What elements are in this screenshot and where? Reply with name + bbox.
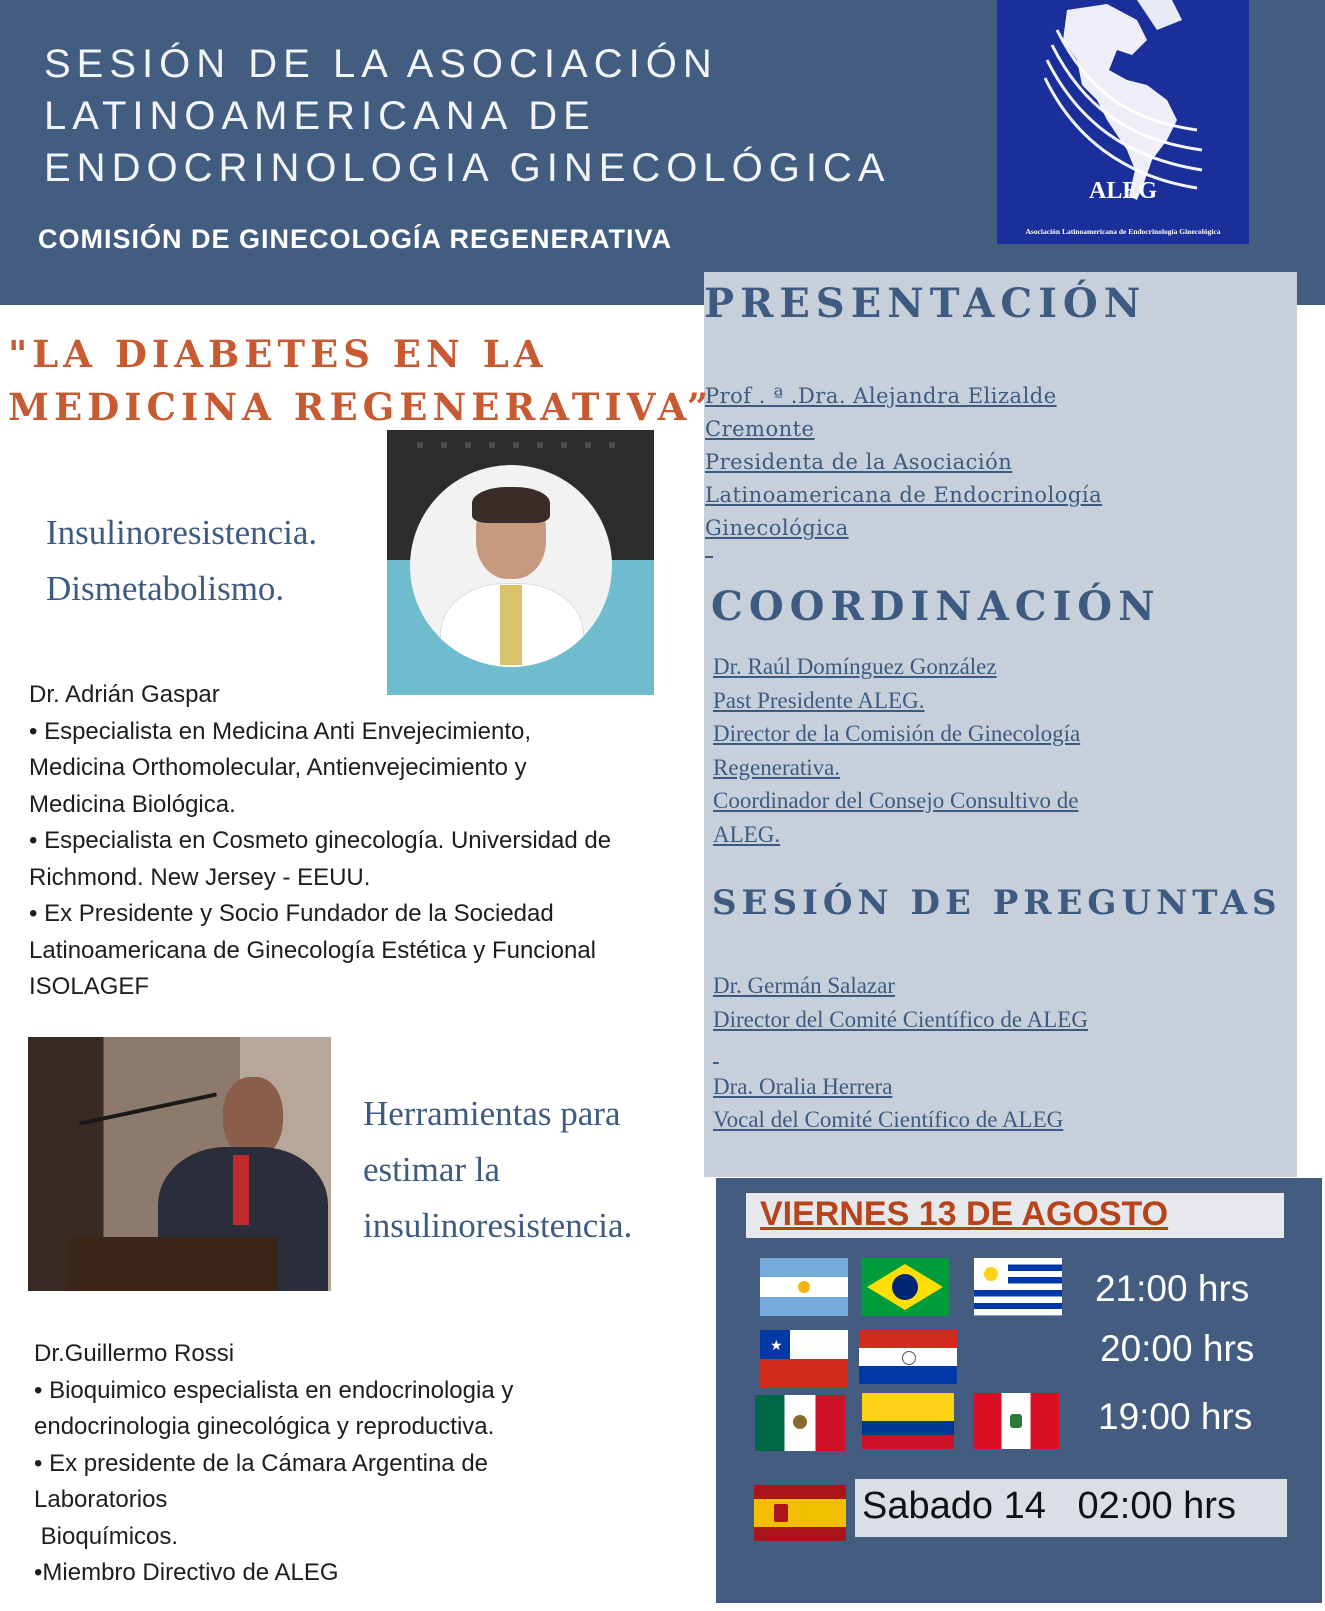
time-row-2: 20:00 hrs [1100, 1328, 1255, 1369]
speaker2-bio-line: • Ex presidente de la Cámara Argentina de [34, 1449, 489, 1477]
event-title-line-3: ENDOCRINOLOGIA GINECOLÓGICA [44, 146, 891, 190]
speaker1-bio-line: Medicina Orthomolecular, Antienvejecimiento y [29, 754, 527, 781]
coordination-heading: COORDINACIÓN [711, 583, 1161, 630]
talk-title-line-1: "LA DIABETES EN LA [8, 332, 548, 376]
logo-subtitle: Asociación Latinoamericana de Endocrinología Ginecológica [1025, 227, 1221, 236]
presentation-heading: PRESENTACIÓN [704, 280, 1147, 327]
aleg-logo [997, 0, 1249, 244]
coordination-list [713, 650, 1080, 851]
questions-line: Vocal del Comité Científico de ALEG [713, 1107, 1064, 1132]
speaker1-bio-line: • Especialista en Medicina Anti Envejecimiento, [29, 717, 531, 745]
questions-list [713, 969, 1088, 1137]
speaker2-photo [28, 1037, 331, 1291]
presentation-line: Ginecológica [705, 516, 849, 540]
speaker1-bio-line: Medicina Biológica. [29, 790, 236, 818]
speaker1-bio-line: • Ex Presidente y Socio Fundador de la Sociedad [29, 900, 554, 927]
coordination-line: Past Presidente ALEG. [713, 687, 925, 713]
presentation-line: Cremonte [705, 417, 815, 441]
speaker2-bio-line: endocrinologia ginecológica y reproductiva. [34, 1413, 495, 1440]
questions-line: Dra. Oralia Herrera [713, 1073, 893, 1099]
speaker2-topic [363, 1086, 632, 1254]
speaker1-bio-line: Latinoamericana de Ginecología Estética y Funcional [29, 936, 596, 964]
speaker2-bio-line: Dr.Guillermo Rossi [34, 1340, 235, 1367]
speaker2-topic-line: estimar la [363, 1150, 501, 1189]
speaker2-bio-line: Laboratorios [34, 1486, 168, 1513]
questions-line: Dr. Germán Salazar [713, 973, 896, 998]
speaker1-topic-line: Insulinoresistencia. [46, 513, 318, 552]
coordination-line: ALEG. [713, 821, 781, 847]
brazil-flag-icon [861, 1258, 949, 1316]
speaker1-bio-line: • Especialista en Cosmeto ginecología. Universidad de [29, 827, 612, 854]
presentation-list [705, 380, 1102, 545]
divider-dash [705, 556, 713, 558]
presentation-line: Latinoamericana de Endocrinología [705, 483, 1103, 507]
presentation-line: Presidenta de la Asociación [705, 450, 1013, 474]
speaker1-topic [46, 505, 317, 617]
coordination-line: Regenerativa. [713, 754, 841, 780]
uruguay-flag-icon [974, 1258, 1062, 1316]
speaker1-bio-line: Dr. Adrián Gaspar [29, 681, 220, 708]
spain-time: Sabado 14 02:00 hrs [862, 1485, 1236, 1527]
speaker1-bio [29, 677, 611, 1006]
speaker1-bio-line: Richmond. New Jersey - EEUU. [29, 863, 371, 891]
peru-flag-icon [973, 1393, 1059, 1449]
americas-map-icon [997, 0, 1249, 244]
speaker2-topic-line: Herramientas para [363, 1094, 621, 1133]
presentation-line: Prof . ª .Dra. Alejandra Elizalde [705, 384, 1057, 408]
event-date: VIERNES 13 DE AGOSTO [760, 1195, 1169, 1233]
chile-flag-icon: ★ [760, 1330, 848, 1388]
questions-line [713, 1036, 1088, 1070]
time-row-1: 21:00 hrs [1095, 1268, 1250, 1309]
mexico-flag-icon [755, 1395, 845, 1451]
paraguay-flag-icon [859, 1330, 957, 1384]
speaker2-topic-line: insulinoresistencia. [363, 1206, 633, 1245]
spain-flag-icon [754, 1485, 846, 1541]
speaker2-bio [34, 1336, 513, 1592]
colombia-flag-icon [862, 1393, 954, 1449]
speaker1-topic-line: Dismetabolismo. [46, 569, 285, 608]
coordination-line: Coordinador del Consejo Consultivo de [713, 788, 1079, 813]
coordination-line: Director de la Comisión de Ginecología [713, 721, 1081, 746]
speaker2-bio-line: • Bioquimico especialista en endocrinologia y [34, 1376, 514, 1404]
event-title-line-2: LATINOAMERICANA DE [44, 94, 596, 138]
talk-title-line-2: MEDICINA REGENERATIVA” [8, 385, 714, 429]
time-row-3: 19:00 hrs [1098, 1396, 1253, 1437]
event-title [44, 38, 924, 194]
questions-line: Director del Comité Científico de ALEG [713, 1006, 1088, 1032]
speaker1-photo [387, 430, 654, 695]
event-title-line-1: SESIÓN DE LA ASOCIACIÓN [44, 42, 718, 86]
argentina-flag-icon [760, 1258, 848, 1316]
logo-name: ALEG [1088, 178, 1157, 204]
coordination-line: Dr. Raúl Domínguez González [713, 654, 997, 679]
talk-title [8, 328, 713, 434]
questions-heading: SESIÓN DE PREGUNTAS [712, 883, 1282, 923]
speaker1-bio-line: ISOLAGEF [29, 973, 150, 1000]
speaker2-bio-line: Bioquímicos. [34, 1522, 179, 1550]
speaker2-bio-line: •Miembro Directivo de ALEG [34, 1559, 339, 1586]
commission-subtitle: COMISIÓN DE GINECOLOGÍA REGENERATIVA [38, 224, 673, 254]
